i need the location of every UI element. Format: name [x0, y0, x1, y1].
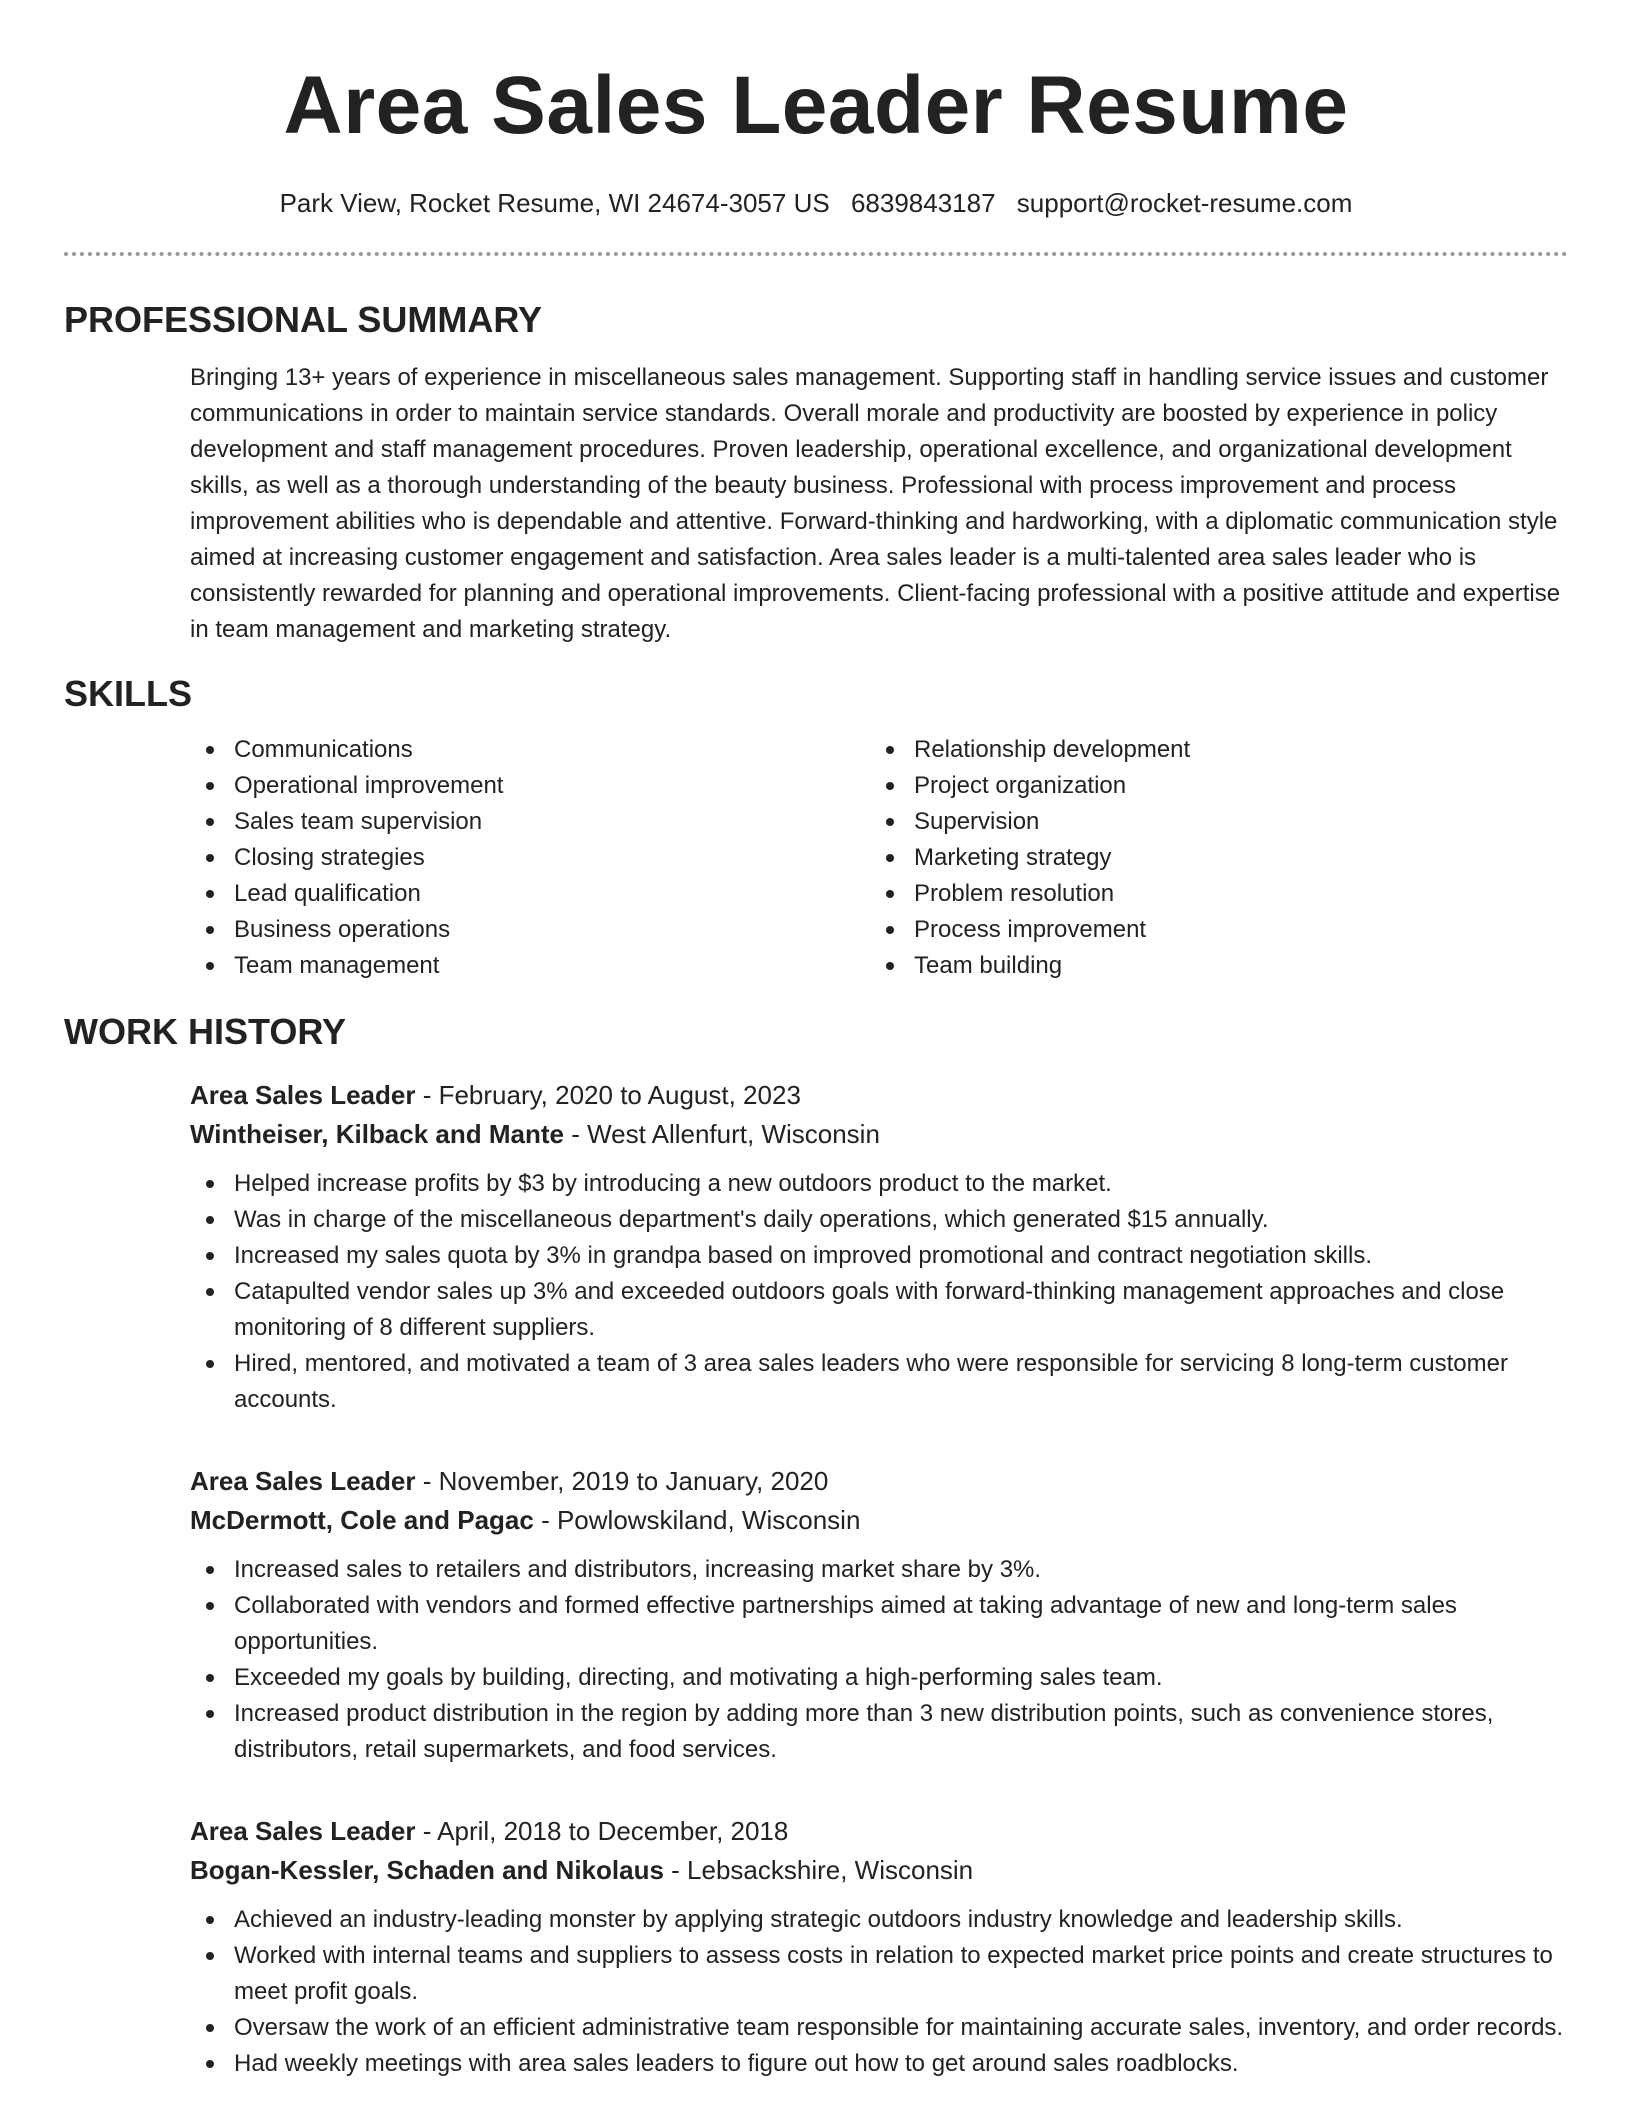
job-bullet: Increased my sales quota by 3% in grandpa based on improved promotional and contract negotiation skills. [190, 1238, 1568, 1274]
job-role: Area Sales Leader [190, 1816, 416, 1846]
skills-column-left [190, 732, 870, 984]
job-title-line [190, 1462, 1568, 1501]
job-bullets [190, 1902, 1568, 2082]
skill-item: Operational improvement [190, 768, 870, 804]
summary-heading: PROFESSIONAL SUMMARY [64, 299, 543, 340]
skill-item: Problem resolution [870, 876, 1550, 912]
job-bullet: Helped increase profits by $3 by introducing a new outdoors product to the market. [190, 1166, 1568, 1202]
skills-column-right [870, 732, 1550, 984]
skill-item: Closing strategies [190, 840, 870, 876]
job-company-line [190, 1851, 1568, 1890]
job-title-line [190, 1076, 1568, 1115]
job-bullet: Oversaw the work of an efficient administrative team responsible for maintaining accurate sales, inventory, and order records. [190, 2010, 1568, 2046]
job-dates: - November, 2019 to January, 2020 [415, 1466, 829, 1496]
work-history-heading: WORK HISTORY [64, 1011, 347, 1052]
job-dates: - April, 2018 to December, 2018 [415, 1816, 789, 1846]
job-bullet: Worked with internal teams and suppliers to assess costs in relation to expected market price points and create structures to meet profit goals. [190, 1938, 1568, 2010]
job-entry [190, 1462, 1568, 1768]
job-dates: - February, 2020 to August, 2023 [415, 1080, 801, 1110]
skill-item: Lead qualification [190, 876, 870, 912]
job-bullets [190, 1552, 1568, 1768]
job-bullet: Was in charge of the miscellaneous department's daily operations, which generated $15 annually. [190, 1202, 1568, 1238]
job-company-line [190, 1115, 1568, 1154]
job-company-line [190, 1501, 1568, 1540]
summary-text: Bringing 13+ years of experience in miscellaneous sales management. Supporting staff in handling service issues and customer communications in order to maintain service standards. Overall morale and productivity are boosted by experience in policy development and staff management procedures. Proven leadership, operational excellence, and organizational development skills, as well as a thorough understanding of the beauty business. Professional with process improvement and process improvement abilities who is dependable and attentive. Forward-thinking and hardworking, with a diplomatic communication style aimed at increasing customer engagement and satisfaction. Area sales leader is a multi-talented area sales leader who is consistently rewarded for planning and operational improvements. Client-facing professional with a positive attitude and expertise in team management and marketing strategy. [190, 364, 1561, 643]
skill-item: Relationship development [870, 732, 1550, 768]
job-bullet: Increased product distribution in the region by adding more than 3 new distribution points, such as convenience stores, distributors, retail supermarkets, and food services. [190, 1696, 1568, 1768]
job-company: Wintheiser, Kilback and Mante [190, 1119, 564, 1149]
resume-title: Area Sales Leader Resume [283, 60, 1349, 151]
contact-address: Park View, Rocket Resume, WI 24674-3057 US [279, 188, 830, 218]
skills-list [190, 732, 1568, 984]
job-bullet: Collaborated with vendors and formed effective partnerships aimed at taking advantage of new and long-term sales opportunities. [190, 1588, 1568, 1660]
job-location: - Powlowskiland, Wisconsin [533, 1505, 861, 1535]
skill-item: Business operations [190, 912, 870, 948]
job-company: McDermott, Cole and Pagac [190, 1505, 534, 1535]
job-role: Area Sales Leader [190, 1466, 416, 1496]
contact-phone: 6839843187 [850, 188, 996, 218]
skill-item: Sales team supervision [190, 804, 870, 840]
job-bullet: Increased sales to retailers and distributors, increasing market share by 3%. [190, 1552, 1568, 1588]
job-bullet: Catapulted vendor sales up 3% and exceeded outdoors goals with forward-thinking management approaches and close monitoring of 8 different suppliers. [190, 1274, 1568, 1346]
job-bullet: Hired, mentored, and motivated a team of 3 area sales leaders who were responsible for servicing 8 long-term customer accounts. [190, 1346, 1568, 1418]
contact-line [64, 186, 1568, 220]
skill-item: Communications [190, 732, 870, 768]
contact-email: support@rocket-resume.com [1016, 188, 1353, 218]
job-entry [190, 1076, 1568, 1418]
job-bullet: Had weekly meetings with area sales leaders to figure out how to get around sales roadblocks. [190, 2046, 1568, 2082]
job-bullet: Achieved an industry-leading monster by applying strategic outdoors industry knowledge and leadership skills. [190, 1902, 1568, 1938]
job-role: Area Sales Leader [190, 1080, 416, 1110]
skill-item: Team building [870, 948, 1550, 984]
job-location: - West Allenfurt, Wisconsin [563, 1119, 880, 1149]
job-entry [190, 1812, 1568, 2082]
header-divider [64, 252, 1568, 256]
job-location: - Lebsackshire, Wisconsin [663, 1855, 974, 1885]
job-company: Bogan-Kessler, Schaden and Nikolaus [190, 1855, 664, 1885]
skill-item: Process improvement [870, 912, 1550, 948]
skill-item: Team management [190, 948, 870, 984]
skills-heading: SKILLS [64, 673, 193, 714]
skill-item: Project organization [870, 768, 1550, 804]
job-title-line [190, 1812, 1568, 1851]
job-bullets [190, 1166, 1568, 1418]
skill-item: Marketing strategy [870, 840, 1550, 876]
skill-item: Supervision [870, 804, 1550, 840]
job-bullet: Exceeded my goals by building, directing, and motivating a high-performing sales team. [190, 1660, 1568, 1696]
